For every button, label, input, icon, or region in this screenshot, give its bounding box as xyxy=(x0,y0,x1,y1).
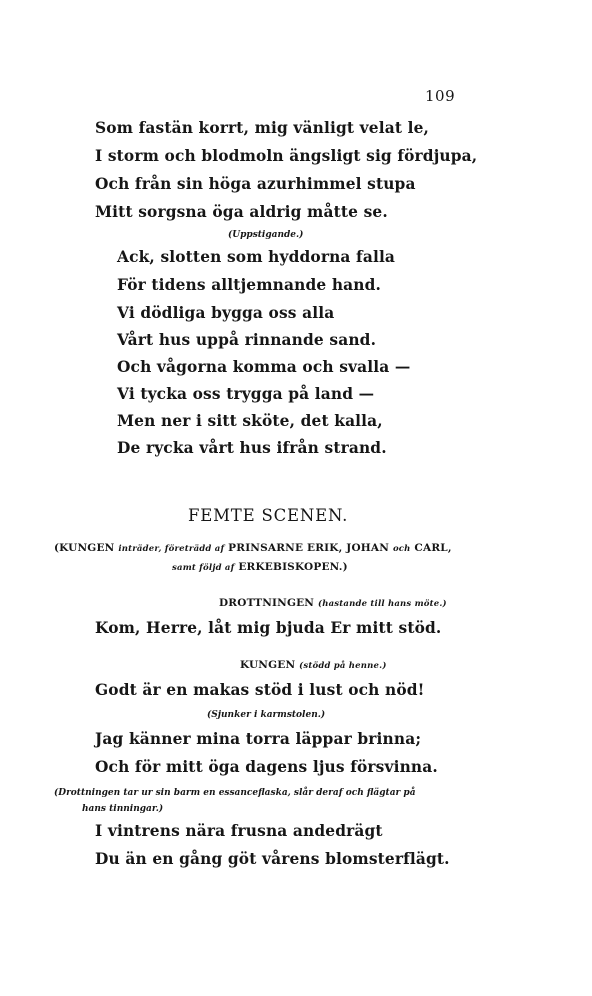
verse-line: Du än en gång göt vårens blomsterflägt. xyxy=(95,850,450,868)
entrance-text: (KUNGEN xyxy=(54,542,119,554)
verse-line: Som fastän korrt, mig vänligt velat le, xyxy=(95,119,430,137)
stage-direction-line-1 xyxy=(54,786,416,798)
entrance-direction-line-1 xyxy=(54,542,452,554)
verse-line: Vi dödliga bygga oss alla xyxy=(117,304,335,322)
verse-line: Men ner i sitt sköte, det kalla, xyxy=(117,412,383,430)
stage-direction-line-2 xyxy=(82,802,163,814)
verse-line: Kom, Herre, låt mig bjuda Er mitt stöd. xyxy=(95,619,442,637)
direction-italic: tar ur sin barm en essanceflaska, slår deraf och flägtar på xyxy=(123,788,416,798)
verse-line: Vårt hus uppå rinnande sand. xyxy=(117,331,377,349)
entrance-direction-line-2 xyxy=(172,561,348,573)
speaker-name: DROTTNINGEN xyxy=(219,597,315,609)
entrance-italic: samt följd af xyxy=(172,563,235,573)
entrance-italic: inträder, företrädd af xyxy=(118,544,225,554)
entrance-text: ERKEBISKOPEN.) xyxy=(234,561,348,573)
verse-line: Och för mitt öga dagens ljus försvinna. xyxy=(95,758,438,776)
verse-line: Och vågorna komma och svalla — xyxy=(117,358,411,376)
speaker-direction: (stödd på henne.) xyxy=(299,661,387,671)
verse-line: Godt är en makas stöd i lust och nöd! xyxy=(95,681,425,699)
verse-line: Ack, slotten som hyddorna falla xyxy=(117,248,396,266)
verse-line: I vintrens nära frusna andedrägt xyxy=(95,822,383,840)
verse-line: De rycka vårt hus ifrån strand. xyxy=(117,439,387,457)
verse-line: Vi tycka oss trygga på land — xyxy=(117,385,375,403)
direction-italic: (Drottningen xyxy=(54,788,124,798)
verse-line: Och från sin höga azurhimmel stupa xyxy=(95,175,416,193)
verse-line: Mitt sorgsna öga aldrig måtte se. xyxy=(95,203,388,221)
stage-direction: (Sjunker i karmstolen.) xyxy=(207,710,326,720)
page-number: 109 xyxy=(425,87,456,105)
entrance-text: CARL, xyxy=(410,542,452,554)
verse-line: I storm och blodmoln ängsligt sig fördjupa, xyxy=(95,147,478,165)
entrance-italic: och xyxy=(392,544,411,554)
speaker-name: KUNGEN xyxy=(240,659,296,671)
stage-direction: (Uppstigande.) xyxy=(228,230,304,240)
entrance-text: PRINSARNE ERIK, JOHAN xyxy=(224,542,393,554)
speaker-king xyxy=(240,659,387,671)
verse-line: För tidens alltjemnande hand. xyxy=(117,276,382,294)
verse-line: Jag känner mina torra läppar brinna; xyxy=(95,730,422,748)
speaker-queen xyxy=(219,597,447,609)
speaker-direction: (hastande till hans möte.) xyxy=(317,599,447,609)
scene-title: FEMTE SCENEN. xyxy=(188,506,349,525)
direction-italic: hans tinningar.) xyxy=(82,804,164,814)
